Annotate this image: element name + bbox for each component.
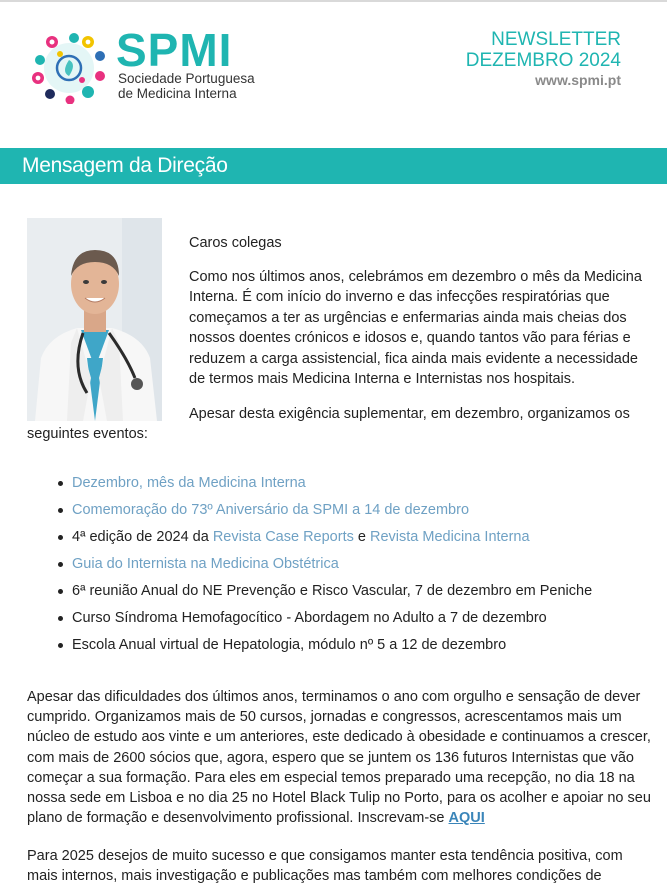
newsletter-date: DEZEMBRO 2024: [465, 50, 621, 71]
paragraph-text: Apesar das dificuldades dos últimos anos, terminamos o ano com orgulho e sensação de dever cumprido. Organizamos mais de 50 cursos, jornadas e congressos, acrescentamos mais um núcleo de estudo aos vinte e um anteriores, este dedicado à obesidade e continuamos a crescer, com mais de 2600 sócios que, agora, espero que se juntem os 136 futuros Internistas que vão começar a sua formação. Para eles em especial temos preparado uma recepção, no dia 18 na nossa sede em Lisboa e no dia 25 no Hotel Black Tulip no Porto, para os acolher e apoiar no seu plano de formação e desenvolvimento profissional. Inscrevam-se: [27, 689, 651, 827]
event-link-anniversary[interactable]: Comemoração do 73º Aniversário da SPMI a 14 de dezembro: [72, 502, 470, 518]
logo-subtitle: [118, 71, 255, 101]
intro-paragraph: Como nos últimos anos, celebrámos em dezembro o mês da Medicina Interna. É com início do inverno e das infecções respiratórias que começamos a ter as urgências e enfermarias ainda mais cheias dos nossos doentes crónicos e idosos e, quando tantos vão para férias e reduzem a carga assistencial, fica ainda mais evidente a necessidade de termos mais Medicina Interna e Internistas nos hospitais.: [189, 269, 642, 388]
list-item: [72, 582, 652, 609]
list-item: [72, 555, 652, 582]
event-text: Curso Síndroma Hemofagocítico - Abordagem no Adulto a 7 de dezembro: [72, 610, 547, 626]
closing-paragraph-1: [27, 687, 652, 828]
list-item: [72, 528, 652, 555]
event-link-medicine-month[interactable]: Dezembro, mês da Medicina Interna: [72, 475, 306, 491]
section-title: Mensagem da Direção: [22, 154, 228, 177]
event-text: e: [353, 529, 370, 545]
newsletter-title: [466, 29, 621, 71]
greeting: Caros colegas: [189, 235, 282, 251]
event-text: Escola Anual virtual de Hepatologia, módulo nº 5 a 12 de dezembro: [72, 637, 507, 653]
events-list: [72, 474, 652, 663]
logo-wordmark: SPMI: [116, 24, 233, 76]
event-text: 6ª reunião Anual do NE Prevenção e Risco Vascular, 7 de dezembro em Peniche: [72, 583, 593, 599]
event-link-obstetric-guide[interactable]: Guia do Internista na Medicina Obstétrica: [72, 556, 339, 572]
spmi-logo-icon: [30, 30, 108, 104]
doctor-photo: [27, 218, 162, 421]
newsletter-label: NEWSLETTER: [491, 29, 621, 50]
closing-paragraph-2: Para 2025 desejos de muito sucesso e que consigamos manter esta tendência positiva, com mais internos, mais investigação e publicações mas também com melhores condições de: [27, 848, 623, 885]
events-intro: Apesar desta exigência suplementar, em dezembro, organizamos os seguintes eventos:: [27, 406, 630, 443]
logo-subtitle-line-1: Sociedade Portuguesa: [118, 71, 255, 86]
newsletter-header: [0, 2, 667, 148]
event-link-case-reports[interactable]: Revista Case Reports: [212, 529, 354, 545]
register-link[interactable]: AQUI: [448, 810, 485, 827]
event-text: 4ª edição de 2024 da: [72, 529, 213, 545]
event-link-revista-medicina-interna[interactable]: Revista Medicina Interna: [369, 529, 530, 545]
list-item: [72, 501, 652, 528]
logo-subtitle-line-2: de Medicina Interna: [118, 86, 237, 101]
site-link[interactable]: www.spmi.pt: [535, 72, 621, 88]
list-item: [72, 636, 652, 663]
list-item: [72, 609, 652, 636]
list-item: [72, 474, 652, 501]
section-header: [0, 148, 667, 184]
